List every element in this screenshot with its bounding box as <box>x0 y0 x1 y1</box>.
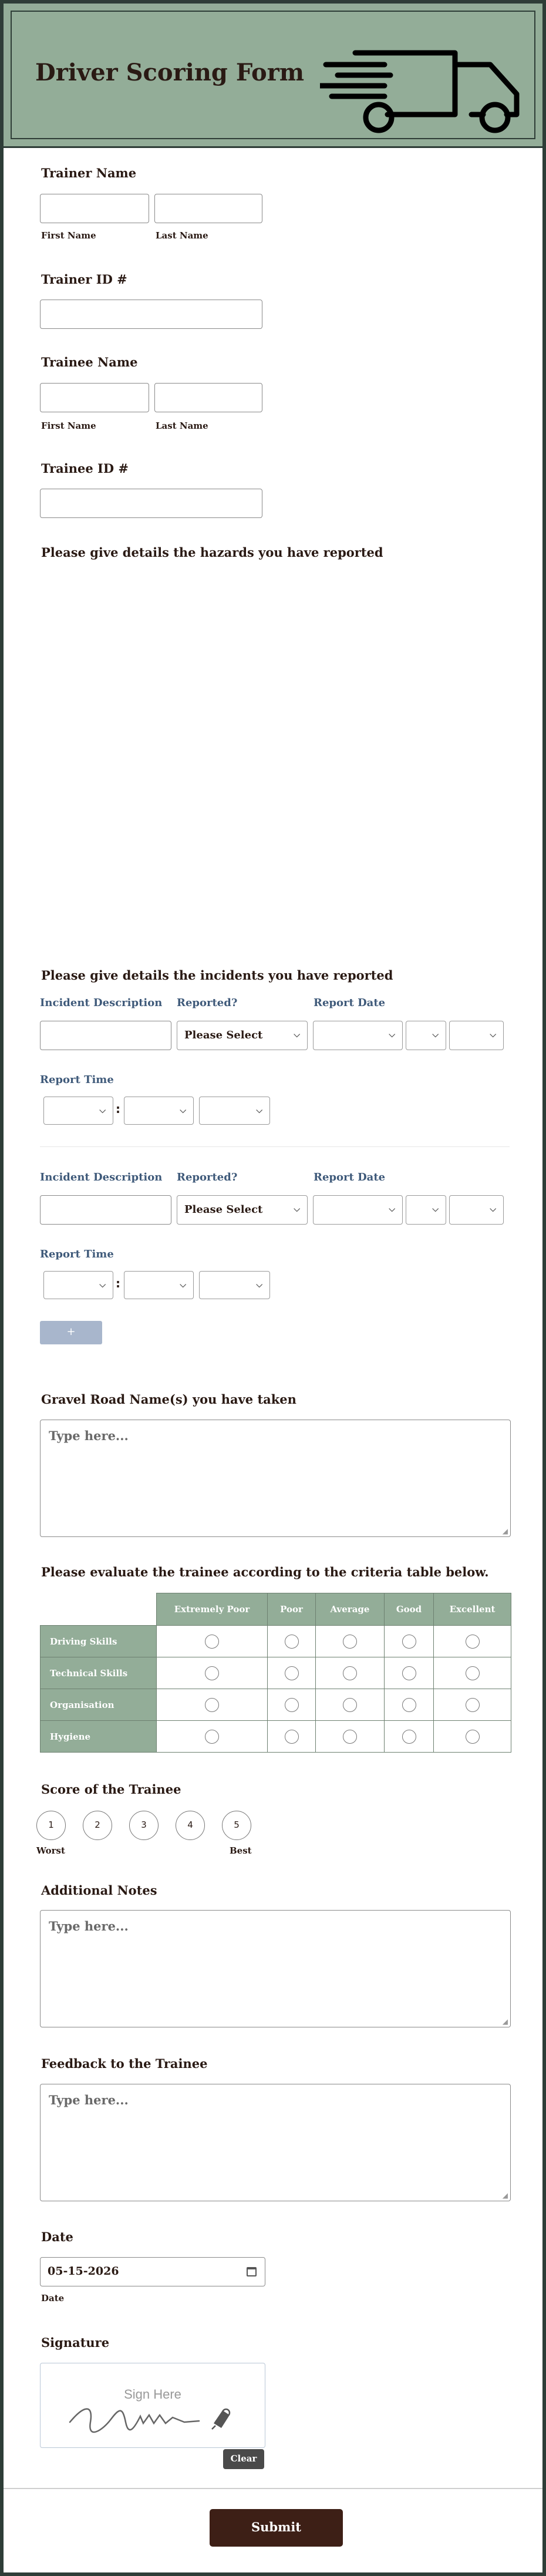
trainee-first-name-input[interactable] <box>40 383 149 412</box>
reported-label: Reported? <box>177 997 238 1009</box>
matrix-radio[interactable] <box>285 1698 299 1712</box>
report-time-label: Report Time <box>40 1074 114 1086</box>
time-separator: : <box>116 1276 120 1290</box>
notes-label: Additional Notes <box>41 1883 157 1898</box>
trainee-id-label: Trainee ID # <box>41 461 129 476</box>
date-sublabel: Date <box>41 2293 65 2303</box>
report-time-minute-select[interactable] <box>124 1097 194 1125</box>
chevron-down-icon: ⌵ <box>490 1030 496 1040</box>
gravel-road-textarea[interactable] <box>40 1420 511 1537</box>
report-date-day-select[interactable] <box>406 1195 446 1225</box>
matrix-radio[interactable] <box>343 1730 357 1744</box>
incidents-label: Please give details the incidents you have reported <box>41 968 393 983</box>
matrix-radio[interactable] <box>343 1698 357 1712</box>
trainee-first-name-sublabel: First Name <box>41 421 96 431</box>
gravel-road-placeholder: Type here... <box>49 1428 129 1443</box>
resize-grip-icon[interactable]: ◢ <box>502 2191 508 2200</box>
matrix-radio[interactable] <box>285 1666 299 1680</box>
chevron-down-icon: ⌵ <box>99 1106 106 1115</box>
matrix-row-header: Organisation <box>41 1689 157 1721</box>
reported-select[interactable] <box>177 1195 308 1225</box>
matrix-row <box>41 1626 511 1657</box>
chevron-down-icon: ⌵ <box>294 1205 300 1214</box>
matrix-radio[interactable] <box>402 1666 416 1680</box>
matrix-row-header: Technical Skills <box>41 1657 157 1689</box>
score-option-1[interactable]: 1 <box>36 1811 66 1840</box>
score-option-5[interactable]: 5 <box>222 1811 251 1840</box>
report-date-year-select[interactable] <box>449 1195 504 1225</box>
trainee-name-label: Trainee Name <box>41 355 138 369</box>
trainer-last-name-sublabel: Last Name <box>156 230 208 241</box>
matrix-corner <box>41 1593 157 1626</box>
hazards-label: Please give details the hazards you have reported <box>41 545 383 560</box>
matrix-radio[interactable] <box>343 1666 357 1680</box>
chevron-down-icon: ⌵ <box>432 1030 439 1040</box>
trainer-first-name-input[interactable] <box>40 194 149 223</box>
report-date-month-select[interactable] <box>313 1195 403 1225</box>
signature-hint: Sign Here <box>124 2387 181 2402</box>
feedback-placeholder: Type here... <box>49 2093 129 2107</box>
matrix-row <box>41 1689 511 1721</box>
matrix-col-header: Poor <box>268 1593 316 1626</box>
submit-button[interactable]: Submit <box>210 2509 343 2547</box>
resize-grip-icon[interactable]: ◢ <box>502 2017 508 2026</box>
clear-signature-button[interactable]: Clear <box>223 2449 264 2469</box>
incident-description-input[interactable] <box>40 1021 171 1050</box>
footer-divider <box>4 2488 542 2489</box>
chevron-down-icon: ⌵ <box>256 1280 262 1290</box>
calendar-icon[interactable] <box>247 2267 257 2276</box>
score-label: Score of the Trainee <box>41 1782 181 1797</box>
evaluation-matrix <box>40 1593 511 1753</box>
chevron-down-icon: ⌵ <box>256 1106 262 1115</box>
reported-select-value: Please Select <box>184 1203 263 1216</box>
matrix-radio[interactable] <box>205 1666 219 1680</box>
chevron-down-icon: ⌵ <box>99 1280 106 1290</box>
chevron-down-icon: ⌵ <box>432 1205 439 1214</box>
form-title: Driver Scoring Form <box>35 59 305 86</box>
trainer-id-label: Trainer ID # <box>41 272 127 287</box>
matrix-radio[interactable] <box>285 1635 299 1649</box>
matrix-radio[interactable] <box>466 1635 480 1649</box>
reported-select[interactable] <box>177 1021 308 1050</box>
date-value: 05-15-2026 <box>48 2265 119 2278</box>
incident-description-input[interactable] <box>40 1195 171 1225</box>
matrix-row <box>41 1657 511 1689</box>
matrix-radio[interactable] <box>205 1635 219 1649</box>
report-time-hour-select[interactable] <box>43 1271 113 1299</box>
incident-divider <box>40 1146 510 1147</box>
trainee-id-input[interactable] <box>40 489 262 518</box>
evaluation-label: Please evaluate the trainee according to the criteria table below. <box>41 1565 489 1579</box>
add-incident-button[interactable]: + <box>40 1321 102 1344</box>
signature-squiggle-icon <box>67 2399 243 2434</box>
matrix-radio[interactable] <box>285 1730 299 1744</box>
matrix-radio[interactable] <box>402 1635 416 1649</box>
matrix-row-header: Hygiene <box>41 1721 157 1753</box>
matrix-radio[interactable] <box>205 1730 219 1744</box>
chevron-down-icon: ⌵ <box>389 1030 395 1040</box>
notes-textarea[interactable] <box>40 1910 511 2027</box>
report-time-ampm-select[interactable] <box>199 1271 270 1299</box>
matrix-row <box>41 1721 511 1753</box>
reported-select-value: Please Select <box>184 1029 263 1041</box>
notes-placeholder: Type here... <box>49 1919 129 1933</box>
chevron-down-icon: ⌵ <box>389 1205 395 1214</box>
incident-description-label: Incident Description <box>40 997 163 1009</box>
trainer-first-name-sublabel: First Name <box>41 230 96 241</box>
report-time-label: Report Time <box>40 1248 114 1260</box>
matrix-col-header: Good <box>385 1593 434 1626</box>
reported-label: Reported? <box>177 1171 238 1183</box>
report-time-hour-select[interactable] <box>43 1097 113 1125</box>
trainer-name-label: Trainer Name <box>41 166 137 180</box>
report-date-label: Report Date <box>314 1171 386 1183</box>
matrix-radio[interactable] <box>205 1698 219 1712</box>
chevron-down-icon: ⌵ <box>180 1106 186 1115</box>
chevron-down-icon: ⌵ <box>294 1030 300 1040</box>
date-input[interactable] <box>40 2257 265 2286</box>
report-time-minute-select[interactable] <box>124 1271 194 1299</box>
score-option-3[interactable]: 3 <box>129 1811 159 1840</box>
time-separator: : <box>116 1102 120 1116</box>
score-option-4[interactable]: 4 <box>176 1811 205 1840</box>
date-label: Date <box>41 2229 73 2244</box>
trainer-last-name-input[interactable] <box>154 194 262 223</box>
gravel-road-label: Gravel Road Name(s) you have taken <box>41 1392 296 1407</box>
report-date-label: Report Date <box>314 997 386 1009</box>
report-date-day-select[interactable] <box>406 1021 446 1050</box>
truck-icon <box>320 41 528 135</box>
chevron-down-icon: ⌵ <box>180 1280 186 1290</box>
matrix-radio[interactable] <box>343 1635 357 1649</box>
signature-label: Signature <box>41 2335 110 2350</box>
resize-grip-icon[interactable]: ◢ <box>502 1527 508 1535</box>
trainee-last-name-input[interactable] <box>154 383 262 412</box>
matrix-radio[interactable] <box>466 1730 480 1744</box>
matrix-col-header: Average <box>316 1593 385 1626</box>
trainee-last-name-sublabel: Last Name <box>156 421 208 431</box>
incident-description-label: Incident Description <box>40 1171 163 1183</box>
score-worst-label: Worst <box>36 1845 65 1856</box>
score-best-label: Best <box>230 1845 252 1856</box>
signature-pad[interactable] <box>40 2363 265 2448</box>
report-date-year-select[interactable] <box>449 1021 504 1050</box>
pen-icon <box>212 2409 230 2429</box>
matrix-row-header: Driving Skills <box>41 1626 157 1657</box>
matrix-col-header: Extremely Poor <box>157 1593 268 1626</box>
report-date-month-select[interactable] <box>313 1021 403 1050</box>
feedback-textarea[interactable] <box>40 2084 511 2201</box>
chevron-down-icon: ⌵ <box>490 1205 496 1214</box>
matrix-radio[interactable] <box>402 1730 416 1744</box>
trainer-id-input[interactable] <box>40 300 262 329</box>
score-option-2[interactable]: 2 <box>83 1811 112 1840</box>
report-time-ampm-select[interactable] <box>199 1097 270 1125</box>
matrix-radio[interactable] <box>402 1698 416 1712</box>
matrix-radio[interactable] <box>466 1666 480 1680</box>
feedback-label: Feedback to the Trainee <box>41 2056 208 2071</box>
matrix-radio[interactable] <box>466 1698 480 1712</box>
matrix-col-header: Excellent <box>434 1593 511 1626</box>
